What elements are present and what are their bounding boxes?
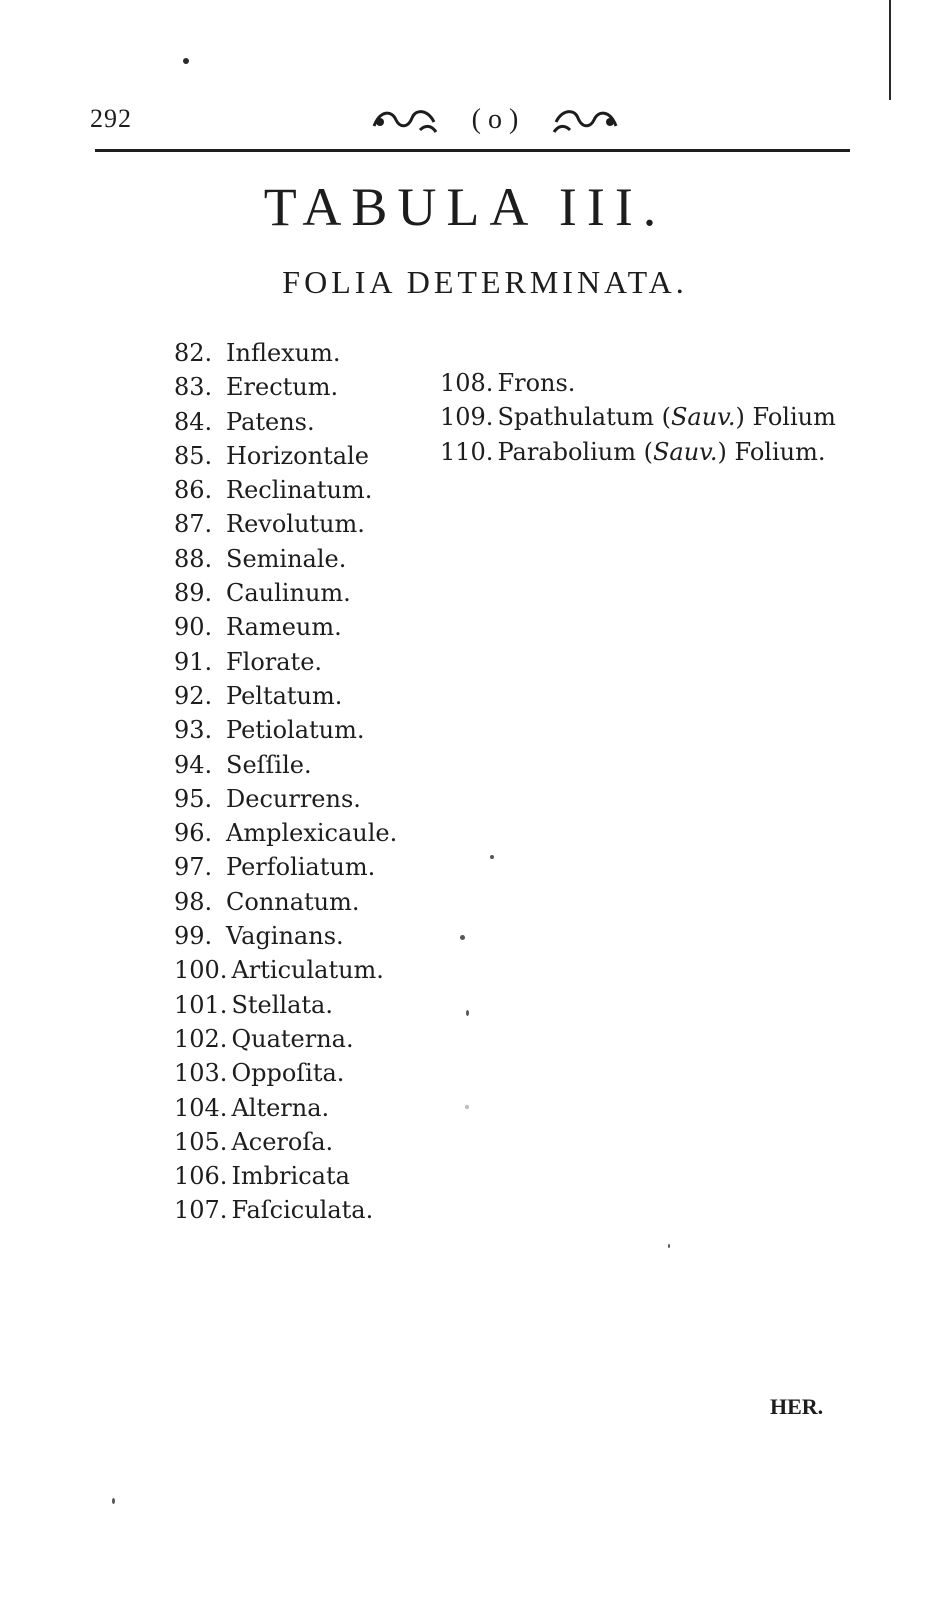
item-term: Amplexicaule.	[226, 819, 398, 848]
list-item	[174, 1056, 397, 1090]
left-fleuron-icon	[370, 104, 440, 136]
list-item	[174, 542, 397, 576]
item-author: Sauv.	[670, 403, 736, 432]
margin-rule	[889, 0, 891, 100]
list-item	[174, 370, 397, 404]
item-number: 91.	[174, 647, 213, 676]
item-number: 97.	[174, 853, 213, 882]
item-term: Reclinatum.	[226, 476, 373, 505]
item-term: Parabolium (	[497, 437, 653, 466]
item-term: Imbricata	[231, 1162, 350, 1191]
list-item	[174, 473, 397, 507]
list-item	[174, 405, 397, 439]
item-number: 103.	[174, 1059, 228, 1088]
list-item	[440, 400, 836, 434]
list-item	[174, 885, 397, 919]
ink-speck	[490, 855, 494, 859]
ink-speck	[465, 1105, 469, 1109]
list-item	[174, 816, 397, 850]
item-number: 100.	[174, 956, 228, 985]
page-title: TABULA III.	[263, 177, 667, 237]
item-number: 86.	[174, 476, 213, 505]
item-number: 98.	[174, 887, 213, 916]
item-term: Decurrens.	[226, 784, 361, 813]
item-term: Seſſile.	[226, 750, 312, 779]
item-term: Alterna.	[231, 1093, 330, 1122]
item-number: 82.	[174, 339, 213, 367]
item-term: Revolutum.	[226, 510, 365, 539]
list-item	[174, 1193, 397, 1227]
item-number: 89.	[174, 579, 213, 608]
list-item	[174, 1159, 397, 1193]
term-list-right	[440, 366, 836, 469]
ink-speck	[668, 1244, 670, 1248]
item-number: 108.	[440, 369, 494, 397]
item-number: 110.	[440, 437, 494, 466]
item-number: 109.	[440, 403, 494, 432]
item-term: Vaginans.	[226, 922, 344, 951]
ink-speck	[112, 1498, 115, 1504]
item-author: Sauv.	[652, 437, 718, 466]
catchword: HER.	[770, 1394, 824, 1419]
item-term: Inflexum.	[226, 339, 341, 367]
list-item	[174, 610, 397, 644]
item-term: Oppoſita.	[231, 1059, 345, 1088]
item-number: 94.	[174, 750, 213, 779]
item-term: Patens.	[226, 407, 315, 436]
item-number: 93.	[174, 716, 213, 745]
item-number: 104.	[174, 1093, 228, 1122]
item-number: 95.	[174, 784, 213, 813]
header-rule	[95, 149, 850, 152]
item-term: Florate.	[226, 647, 323, 676]
item-number: 87.	[174, 510, 213, 539]
list-item	[174, 439, 397, 473]
item-term: Articulatum.	[231, 956, 384, 985]
item-term: Rameum.	[226, 613, 342, 642]
ink-dot	[183, 58, 189, 64]
item-term: Connatum.	[226, 887, 360, 916]
page-subtitle: FOLIA DETERMINATA.	[282, 264, 688, 300]
list-item	[174, 1022, 397, 1056]
item-number: 102.	[174, 1024, 228, 1053]
list-item	[174, 782, 397, 816]
item-tail: ) Folium.	[717, 437, 826, 466]
list-item	[174, 336, 397, 370]
item-tail: ) Folium	[735, 403, 836, 432]
item-number: 99.	[174, 922, 213, 951]
item-number: 90.	[174, 613, 213, 642]
item-term: Caulinum.	[226, 579, 351, 608]
item-number: 96.	[174, 819, 213, 848]
list-item	[174, 576, 397, 610]
item-number: 106.	[174, 1162, 228, 1191]
item-term: Aceroſa.	[231, 1127, 334, 1156]
list-item	[174, 1125, 397, 1159]
list-item	[174, 988, 397, 1022]
item-term: Perfoliatum.	[226, 853, 376, 882]
right-fleuron-icon	[550, 104, 620, 136]
item-term: Spathulatum (	[497, 403, 671, 432]
signature-mark: ( o )	[471, 104, 519, 135]
list-item	[174, 679, 397, 713]
list-item	[174, 919, 397, 953]
item-number: 92.	[174, 681, 213, 710]
list-item	[440, 435, 836, 469]
list-item	[174, 850, 397, 884]
item-term: Horizontale	[226, 441, 369, 470]
page-number: 292	[90, 104, 132, 133]
header-ornament	[370, 100, 620, 140]
item-number: 107.	[174, 1196, 228, 1225]
list-item	[440, 366, 836, 400]
list-item	[174, 507, 397, 541]
item-term: Seminale.	[226, 544, 347, 573]
item-number: 105.	[174, 1127, 228, 1156]
item-term: Erectum.	[226, 373, 339, 402]
list-item	[174, 748, 397, 782]
ink-speck	[460, 935, 465, 940]
item-number: 83.	[174, 373, 213, 402]
list-item	[174, 953, 397, 987]
item-term: Quaterna.	[231, 1024, 354, 1053]
item-term: Faſciculata.	[231, 1196, 374, 1225]
list-item	[174, 645, 397, 679]
item-term: Frons.	[497, 369, 576, 397]
item-term: Stellata.	[231, 990, 333, 1019]
term-list-left	[174, 336, 397, 1228]
item-term: Petiolatum.	[226, 716, 365, 745]
item-term: Peltatum.	[226, 681, 343, 710]
item-number: 101.	[174, 990, 228, 1019]
list-item	[174, 713, 397, 747]
item-number: 85.	[174, 441, 213, 470]
item-number: 84.	[174, 407, 213, 436]
ink-speck	[466, 1010, 469, 1016]
item-number: 88.	[174, 544, 213, 573]
list-item	[174, 1091, 397, 1125]
